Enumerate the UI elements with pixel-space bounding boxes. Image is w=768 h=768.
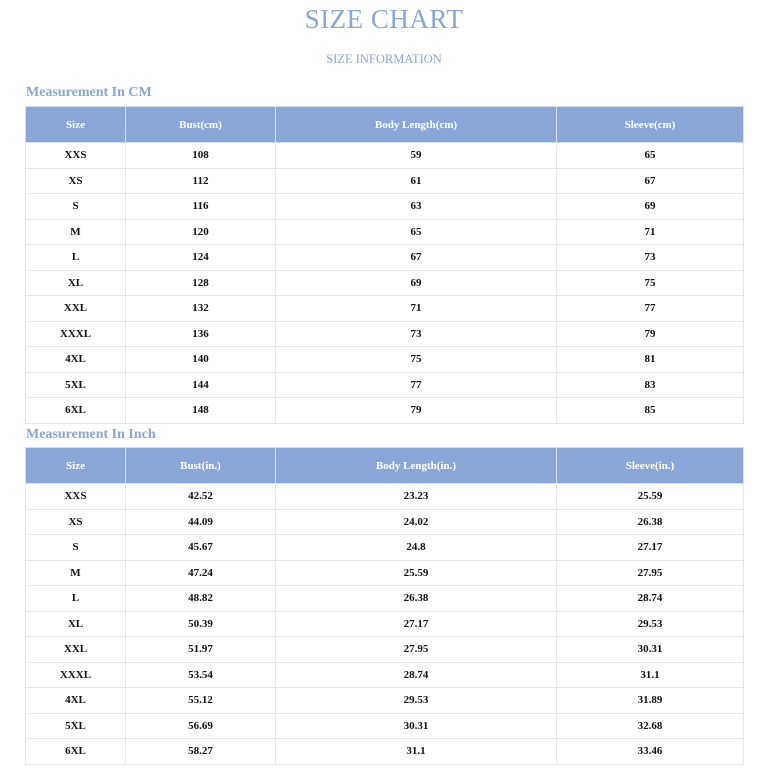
table-cell: 73 xyxy=(276,321,557,347)
table-cell: 128 xyxy=(126,270,276,296)
column-header: Body Length(in.) xyxy=(276,448,557,484)
table-row xyxy=(26,296,744,322)
table-cell: 75 xyxy=(276,347,557,373)
table-cell: 67 xyxy=(557,168,744,194)
table-cell: XL xyxy=(26,270,126,296)
table-cell: 30.31 xyxy=(276,713,557,739)
column-header: Bust(in.) xyxy=(126,448,276,484)
table-cell: 50.39 xyxy=(126,611,276,637)
table-cell: 31.1 xyxy=(557,662,744,688)
table-row xyxy=(26,739,744,765)
table-cell: 27.95 xyxy=(557,560,744,586)
table-header-row xyxy=(26,107,744,143)
table-row xyxy=(26,245,744,271)
table-cell: 108 xyxy=(126,143,276,169)
table-cell: 144 xyxy=(126,372,276,398)
table-cell: 6XL xyxy=(26,398,126,424)
table-cell: 85 xyxy=(557,398,744,424)
table-cell: S xyxy=(26,535,126,561)
table-cell: 28.74 xyxy=(557,586,744,612)
table-cell: 51.97 xyxy=(126,637,276,663)
cm-size-table xyxy=(25,106,744,424)
table-cell: 28.74 xyxy=(276,662,557,688)
table-cell: S xyxy=(26,194,126,220)
table-cell: XS xyxy=(26,168,126,194)
table-cell: 81 xyxy=(557,347,744,373)
table-cell: 58.27 xyxy=(126,739,276,765)
table-cell: 69 xyxy=(276,270,557,296)
table-cell: 83 xyxy=(557,372,744,398)
table-cell: 42.52 xyxy=(126,484,276,510)
table-cell: XL xyxy=(26,611,126,637)
table-cell: 26.38 xyxy=(276,586,557,612)
table-cell: 132 xyxy=(126,296,276,322)
table-cell: 79 xyxy=(276,398,557,424)
column-header: Size xyxy=(26,107,126,143)
column-header: Body Length(cm) xyxy=(276,107,557,143)
table-row xyxy=(26,509,744,535)
table-cell: 120 xyxy=(126,219,276,245)
table-cell: XXS xyxy=(26,484,126,510)
column-header: Size xyxy=(26,448,126,484)
table-row xyxy=(26,194,744,220)
table-row xyxy=(26,143,744,169)
table-cell: M xyxy=(26,560,126,586)
table-cell: 26.38 xyxy=(557,509,744,535)
table-cell: M xyxy=(26,219,126,245)
table-cell: 65 xyxy=(276,219,557,245)
table-cell: 67 xyxy=(276,245,557,271)
table-cell: 71 xyxy=(557,219,744,245)
table-row xyxy=(26,535,744,561)
table-cell: 112 xyxy=(126,168,276,194)
table-cell: 45.67 xyxy=(126,535,276,561)
table-cell: 53.54 xyxy=(126,662,276,688)
table-row xyxy=(26,688,744,714)
table-row xyxy=(26,484,744,510)
table-cell: 55.12 xyxy=(126,688,276,714)
table-cell: 73 xyxy=(557,245,744,271)
column-header: Sleeve(in.) xyxy=(557,448,744,484)
cm-section-title: Measurement In CM xyxy=(26,85,152,100)
table-cell: XXXL xyxy=(26,662,126,688)
column-header: Sleeve(cm) xyxy=(557,107,744,143)
table-cell: 71 xyxy=(276,296,557,322)
table-cell: 44.09 xyxy=(126,509,276,535)
table-cell: 29.53 xyxy=(557,611,744,637)
table-cell: 33.46 xyxy=(557,739,744,765)
table-cell: 6XL xyxy=(26,739,126,765)
table-row xyxy=(26,321,744,347)
table-cell: 25.59 xyxy=(557,484,744,510)
table-cell: 32.68 xyxy=(557,713,744,739)
table-cell: 79 xyxy=(557,321,744,347)
table-cell: XXXL xyxy=(26,321,126,347)
table-cell: 30.31 xyxy=(557,637,744,663)
table-cell: XXL xyxy=(26,296,126,322)
table-cell: 77 xyxy=(557,296,744,322)
table-cell: 140 xyxy=(126,347,276,373)
table-cell: 116 xyxy=(126,194,276,220)
table-row xyxy=(26,219,744,245)
table-cell: 5XL xyxy=(26,372,126,398)
table-row xyxy=(26,637,744,663)
table-cell: 4XL xyxy=(26,347,126,373)
table-cell: 24.02 xyxy=(276,509,557,535)
table-row xyxy=(26,611,744,637)
table-cell: 56.69 xyxy=(126,713,276,739)
table-cell: 61 xyxy=(276,168,557,194)
table-cell: 31.89 xyxy=(557,688,744,714)
table-cell: 29.53 xyxy=(276,688,557,714)
inch-section-title: Measurement In Inch xyxy=(26,427,156,442)
table-cell: 47.24 xyxy=(126,560,276,586)
table-cell: 63 xyxy=(276,194,557,220)
table-cell: 27.95 xyxy=(276,637,557,663)
page-subtitle: SIZE INFORMATION xyxy=(326,52,442,66)
table-cell: 27.17 xyxy=(557,535,744,561)
table-row xyxy=(26,713,744,739)
table-row xyxy=(26,347,744,373)
table-row xyxy=(26,270,744,296)
table-cell: 75 xyxy=(557,270,744,296)
column-header: Bust(cm) xyxy=(126,107,276,143)
table-cell: 24.8 xyxy=(276,535,557,561)
table-row xyxy=(26,398,744,424)
table-cell: XS xyxy=(26,509,126,535)
table-cell: 136 xyxy=(126,321,276,347)
table-cell: 65 xyxy=(557,143,744,169)
table-cell: 25.59 xyxy=(276,560,557,586)
table-cell: 48.82 xyxy=(126,586,276,612)
table-cell: 69 xyxy=(557,194,744,220)
table-row xyxy=(26,168,744,194)
table-row xyxy=(26,662,744,688)
table-cell: XXS xyxy=(26,143,126,169)
table-cell: 4XL xyxy=(26,688,126,714)
table-cell: 77 xyxy=(276,372,557,398)
table-cell: 5XL xyxy=(26,713,126,739)
table-cell: 31.1 xyxy=(276,739,557,765)
table-row xyxy=(26,560,744,586)
table-cell: 148 xyxy=(126,398,276,424)
table-cell: 23.23 xyxy=(276,484,557,510)
table-cell: L xyxy=(26,586,126,612)
table-cell: XXL xyxy=(26,637,126,663)
table-cell: 27.17 xyxy=(276,611,557,637)
table-header-row xyxy=(26,448,744,484)
table-cell: 59 xyxy=(276,143,557,169)
table-cell: 124 xyxy=(126,245,276,271)
table-cell: L xyxy=(26,245,126,271)
table-row xyxy=(26,372,744,398)
inch-size-table xyxy=(25,447,744,765)
page-title: SIZE CHART xyxy=(304,4,464,34)
table-row xyxy=(26,586,744,612)
